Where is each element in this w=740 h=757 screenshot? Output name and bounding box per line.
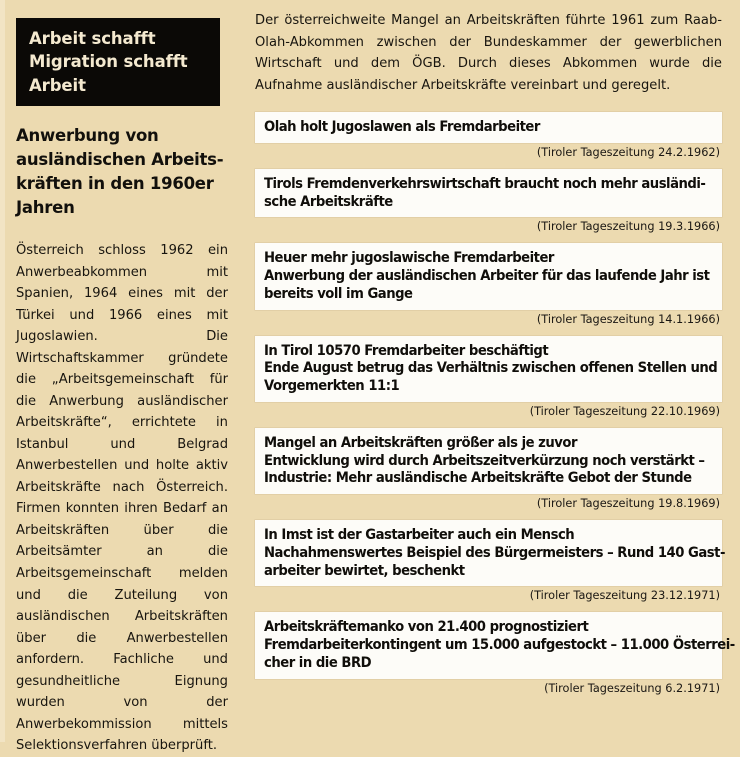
newspaper-clipping	[255, 112, 722, 160]
clipping-headline-line: Entwicklung wird durch Arbeitszeitverkürzung noch verstärkt –	[264, 451, 705, 469]
clipping-headline-line: Industrie: Mehr ausländische Arbeitskräfte Gebot der Stunde	[264, 469, 692, 487]
intro-paragraph: Der österreichweite Mangel an Arbeitskräften führte 1961 zum Raab-Olah-Abkommen zwischen der Bundeskammer der gewerblichen Wirtschaft und dem ÖGB. Durch dieses Abkommen wurde die Aufnahme ausländischer Arbeitskräfte vereinbart und geregelt.	[255, 13, 722, 93]
clipping-headline-box	[255, 612, 735, 678]
clipping-headline-line: bereits voll im Gange	[264, 284, 413, 302]
left-column-body	[16, 240, 228, 757]
newspaper-clipping	[255, 336, 722, 419]
left-column	[0, 0, 245, 754]
left-edge-strip	[0, 0, 5, 742]
section-subheading-line-4: Jahren	[16, 198, 75, 218]
clipping-source-caption: (Tiroler Tageszeitung 22.10.1969)	[529, 404, 720, 418]
newspaper-clipping	[255, 520, 725, 603]
clipping-headline-line: Vorgemerkten 11:1	[264, 377, 400, 395]
intro-text	[255, 10, 722, 96]
clipping-headline-line: cher in die BRD	[264, 653, 372, 671]
clipping-headline-line: Fremdarbeiterkontingent um 15.000 aufgestockt – 11.000 Österrei-	[264, 636, 735, 654]
clipping-headline-line: Anwerbung der ausländischen Arbeiter für das laufende Jahr ist	[264, 267, 710, 285]
clipping-headline-box	[255, 428, 722, 494]
panel-title-line-2: Migration schafft	[29, 52, 188, 72]
clipping-headline-box	[255, 243, 722, 309]
clipping-headline-line: Heuer mehr jugoslawische Fremdarbeiter	[264, 249, 554, 267]
clipping-headline-line: Tirols Fremdenverkehrswirtschaft braucht noch mehr ausländi-	[264, 174, 706, 192]
clipping-source-caption: (Tiroler Tageszeitung 14.1.1966)	[536, 312, 720, 326]
newspaper-clipping	[255, 169, 722, 235]
clipping-headline-box	[255, 169, 722, 217]
clipping-headline-line: In Imst ist der Gastarbeiter auch ein Mensch	[264, 526, 575, 544]
newspaper-clipping-list	[255, 112, 735, 696]
clipping-headline-box	[255, 112, 722, 143]
newspaper-clipping	[255, 428, 722, 511]
panel-title-box	[16, 18, 220, 106]
section-subheading-line-2: ausländischen Arbeits-	[16, 150, 224, 170]
clipping-source-caption: (Tiroler Tageszeitung 6.2.1971)	[544, 681, 720, 695]
clipping-source-caption: (Tiroler Tageszeitung 24.2.1962)	[536, 145, 720, 159]
clipping-headline-line: Mangel an Arbeitskräften größer als je zuvor	[264, 433, 577, 451]
clipping-headline-line: Nachahmenswertes Beispiel des Bürgermeisters – Rund 140 Gast-	[264, 543, 725, 561]
clipping-headline-line: Arbeitskräftemanko von 21.400 prognostiziert	[264, 618, 589, 636]
clipping-headline-line: sche Arbeitskräfte	[264, 192, 393, 210]
clipping-headline-line: Ende August betrug das Verhältnis zwischen offenen Stellen und	[264, 359, 718, 377]
right-column	[245, 0, 740, 742]
panel-title-line-1: Arbeit schafft	[29, 29, 156, 48]
newspaper-clipping	[255, 612, 735, 695]
clipping-source-caption: (Tiroler Tageszeitung 19.8.1969)	[536, 497, 720, 511]
clipping-headline-line: Olah holt Jugoslawen als Fremdarbeiter	[264, 118, 540, 135]
clipping-headline-line: In Tirol 10570 Fremdarbeiter beschäftigt	[264, 341, 549, 359]
newspaper-clipping	[255, 243, 722, 326]
clipping-headline-box	[255, 520, 725, 586]
section-subheading-line-3: kräften in den 1960er	[16, 174, 214, 194]
left-column-paragraph: Österreich schloss 1962 ein Anwerbeabkommen mit Spanien, 1964 eines mit der Türkei und 1966 eines mit Jugoslawien. Die Wirtschaftskammer gründete die „Arbeitsgemeinschaft für die Anwerbung ausländischer Arbeitskräfte“, errichtete in Istanbul und Belgrad Anwerbestellen und holte aktiv Arbeitskräfte nach Österreich. Firmen konnten ihren Bedarf an Arbeitskräften über die Arbeitsämter an die Arbeitsgemeinschaft melden und die Zuteilung von ausländischen Arbeitskräften über die Anwerbestellen anfordern. Fachliche und gesundheitliche Eignung wurden von der Anwerbekommission mittels Selektionsverfahren überprüft.	[16, 243, 228, 754]
clipping-source-caption: (Tiroler Tageszeitung 19.3.1966)	[536, 220, 720, 234]
clipping-source-caption: (Tiroler Tageszeitung 23.12.1971)	[529, 589, 720, 603]
section-subheading	[16, 124, 230, 220]
clipping-headline-line: arbeiter bewirtet, beschenkt	[264, 561, 465, 579]
clipping-headline-box	[255, 336, 722, 402]
section-subheading-line-1: Anwerbung von	[16, 126, 159, 145]
panel-title-line-3: Arbeit	[29, 75, 86, 95]
